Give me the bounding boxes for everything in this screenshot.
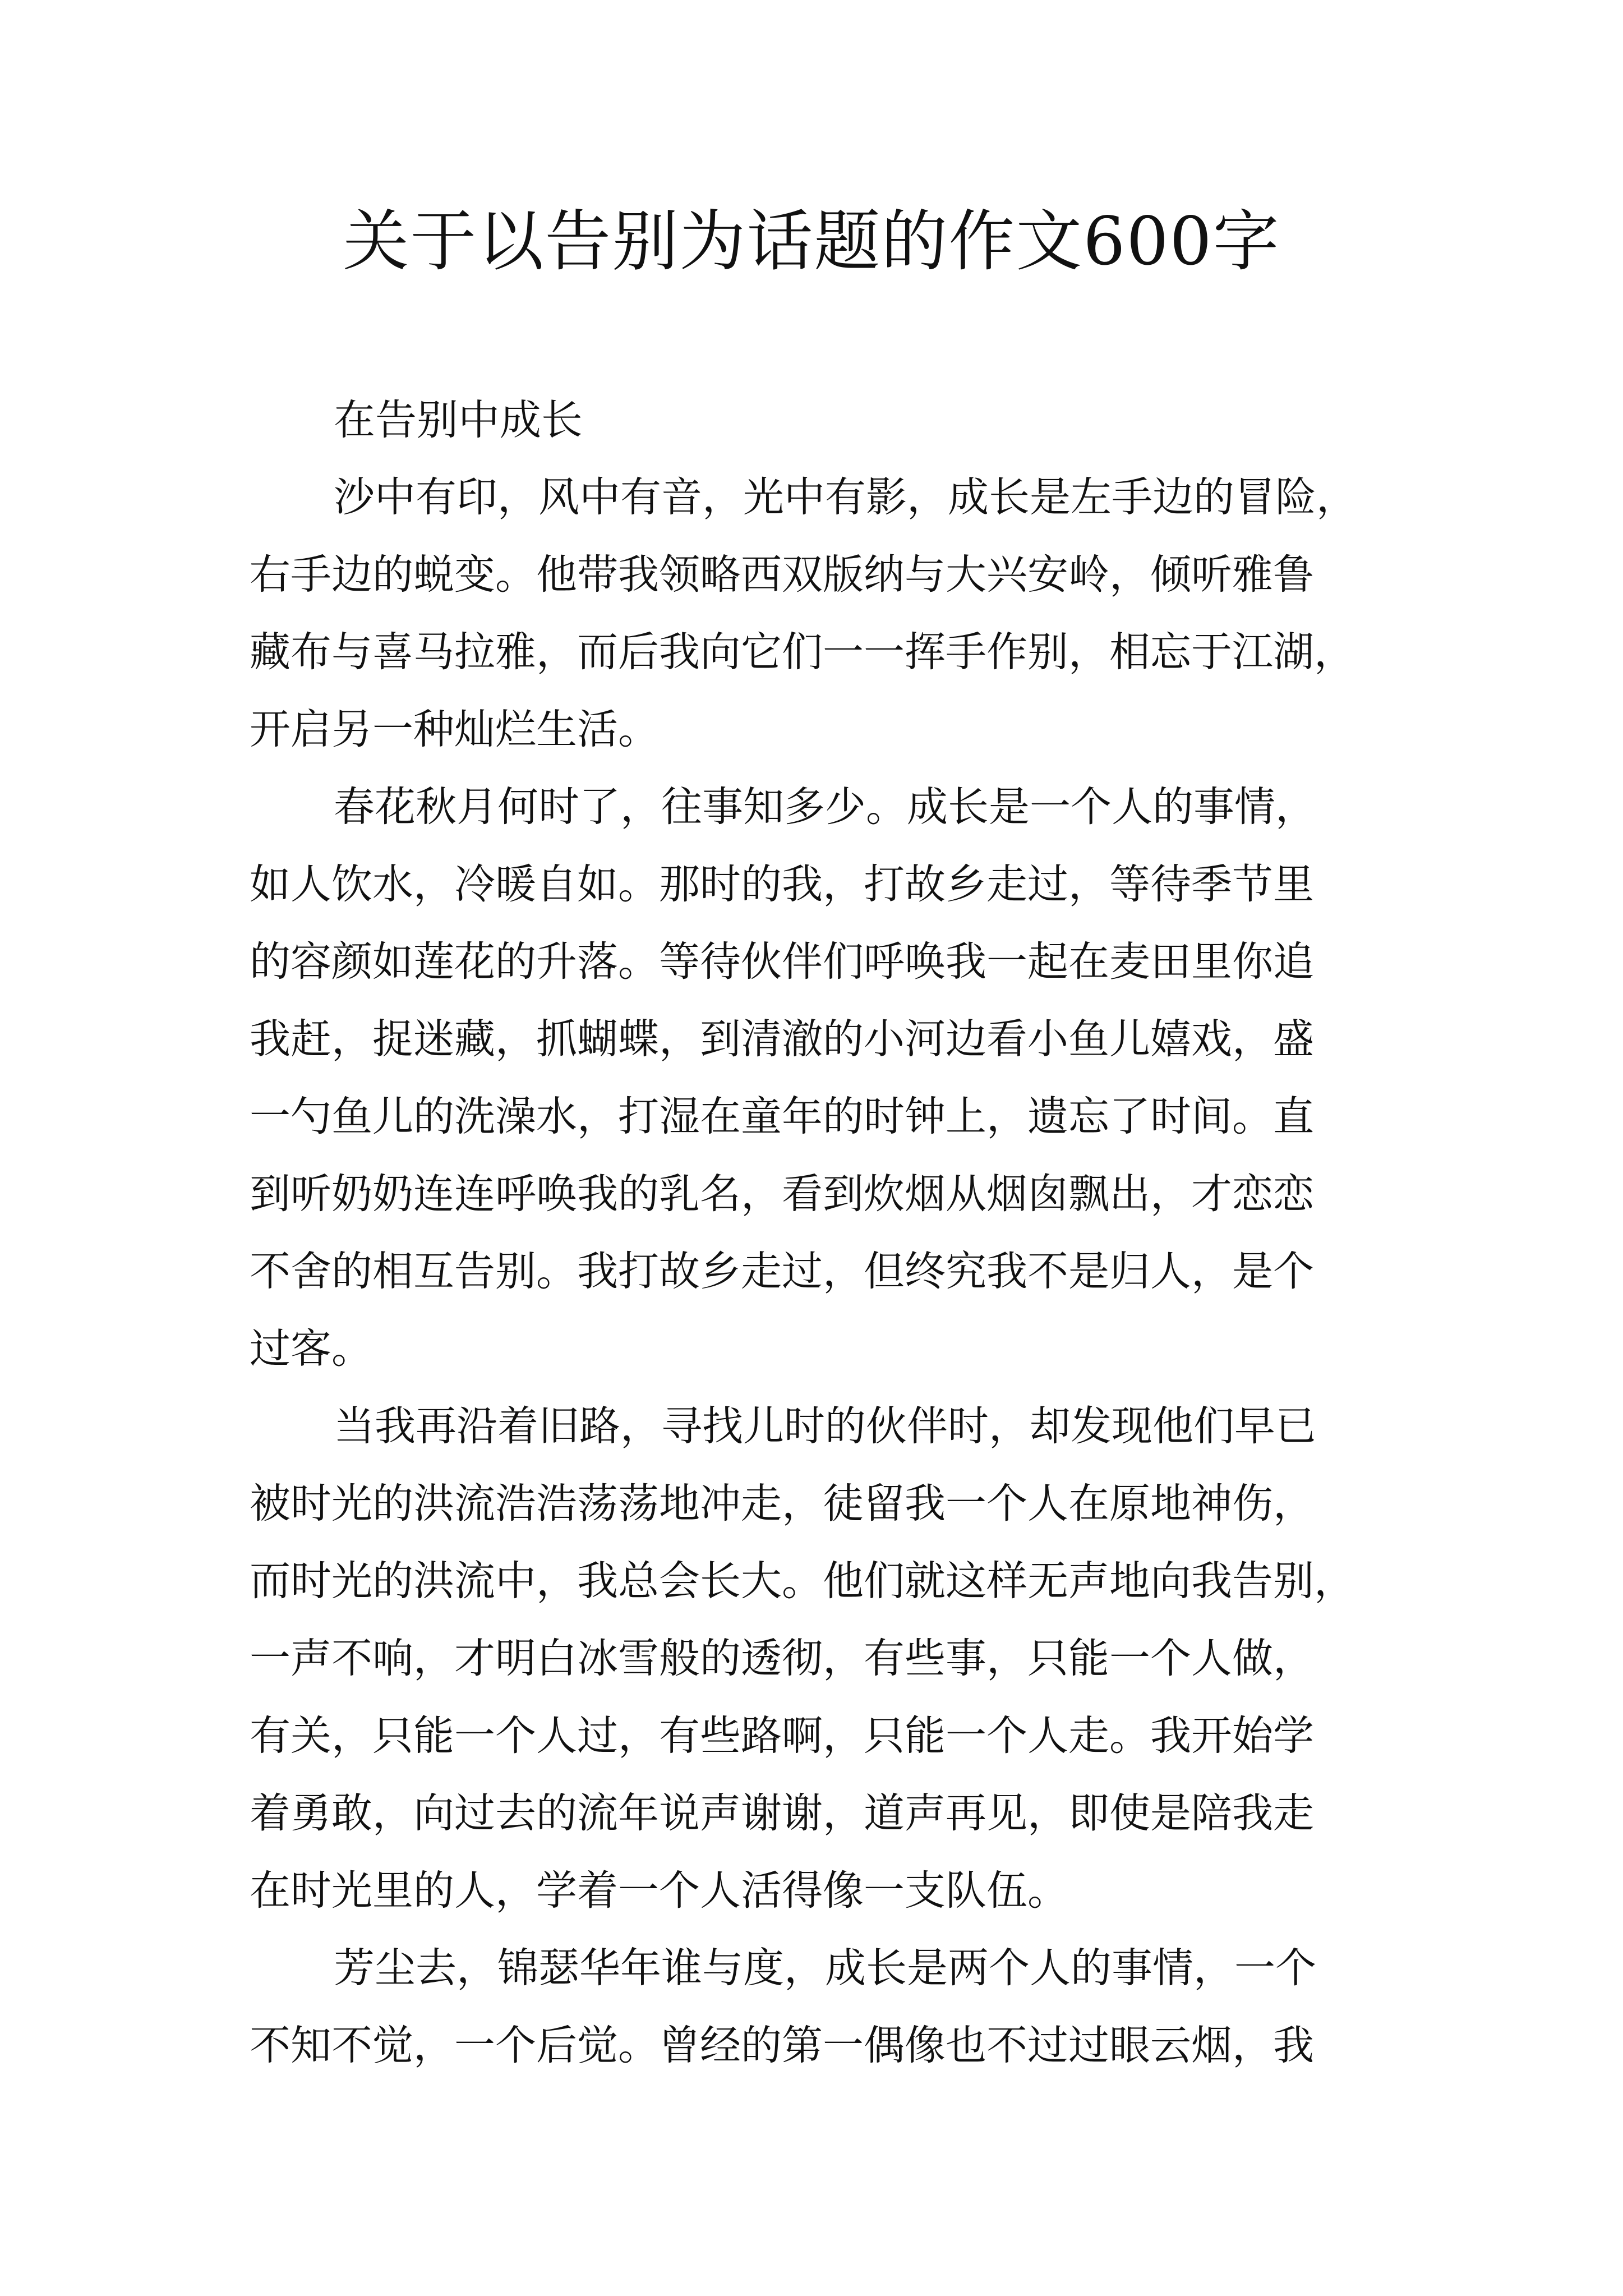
paragraph: [250, 1930, 1382, 2085]
paragraph: [250, 769, 1382, 1388]
paragraph-line: 而时光的洪流中，我总会长大。他们就这样无声地向我告别，: [250, 1557, 1355, 1605]
paragraph-list: [250, 459, 1382, 2085]
paragraph-line: 春花秋月何时了，往事知多少。成长是一个人的事情，: [334, 783, 1316, 831]
paragraph-line: 着勇敢，向过去的流年说声谢谢，道声再见，即使是陪我走: [250, 1789, 1314, 1837]
paragraph-line: 一声不响，才明白冰雪般的透彻，有些事，只能一个人做，: [250, 1635, 1314, 1682]
document-body: [250, 381, 1382, 2085]
paragraph-line: 我赶，捉迷藏，抓蝴蝶，到清澈的小河边看小鱼儿嬉戏，盛: [250, 1015, 1314, 1063]
paragraph: [250, 459, 1382, 769]
paragraph-line: 沙中有印，风中有音，光中有影，成长是左手边的冒险，: [334, 473, 1357, 521]
paragraph-line: 的容颜如莲花的升落。等待伙伴们呼唤我一起在麦田里你追: [250, 938, 1314, 986]
document-title: 关于以告别为话题的作文600字: [343, 203, 1280, 280]
paragraph-line: 右手边的蜕变。他带我领略西双版纳与大兴安岭，倾听雅鲁: [250, 551, 1314, 599]
paragraph-line: 芳尘去，锦瑟华年谁与度，成长是两个人的事情，一个: [334, 1944, 1316, 1992]
paragraph-line: 被时光的洪流浩浩荡荡地冲走，徒留我一个人在原地神伤，: [250, 1480, 1314, 1527]
paragraph-line: 如人饮水，冷暖自如。那时的我，打故乡走过，等待季节里: [250, 861, 1314, 908]
paragraph-line: 一勺鱼儿的洗澡水，打湿在童年的时钟上，遗忘了时间。直: [250, 1093, 1314, 1140]
paragraph-line: 到听奶奶连连呼唤我的乳名，看到炊烟从烟囱飘出，才恋恋: [250, 1170, 1314, 1218]
paragraph-line: 过客。: [250, 1325, 372, 1373]
paragraph-line: 当我再沿着旧路，寻找儿时的伙伴时，却发现他们早已: [334, 1402, 1316, 1450]
essay-subtitle: 在告别中成长: [334, 396, 583, 444]
paragraph-line: 不舍的相互告别。我打故乡走过，但终究我不是归人，是个: [250, 1248, 1314, 1295]
paragraph-line: 开启另一种灿烂生活。: [250, 706, 659, 753]
paragraph-line: 不知不觉，一个后觉。曾经的第一偶像也不过过眼云烟，我: [250, 2022, 1314, 2069]
paragraph-line: 藏布与喜马拉雅，而后我向它们一一挥手作别，相忘于江湖，: [250, 628, 1355, 676]
paragraph-line: 在时光里的人，学着一个人活得像一支队伍。: [250, 1867, 1068, 1915]
paragraph: [250, 1388, 1382, 1930]
paragraph-line: 有关，只能一个人过，有些路啊，只能一个人走。我开始学: [250, 1712, 1314, 1760]
